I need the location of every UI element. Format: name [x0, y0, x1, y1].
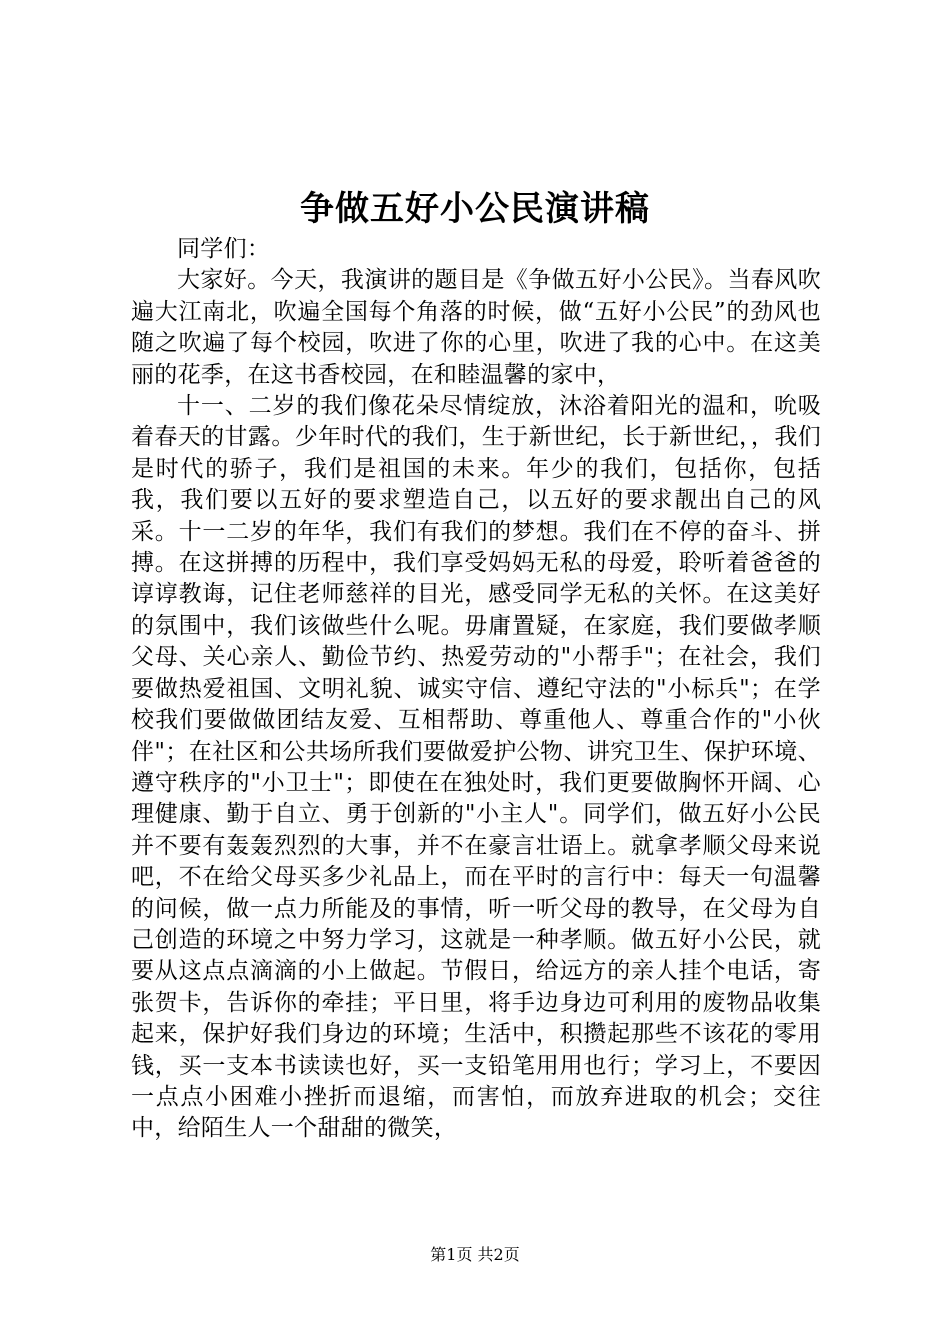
body-paragraph: 大家好。今天，我演讲的题目是《争做五好小公民》。当春风吹遍大江南北，吹遍全国每个角落的时候，做“五好小公民”的劲风也随之吹遍了每个校园，吹进了你的心里，吹进了我的心中。在这美丽的花季，在这书香校园，在和睦温馨的家中， [131, 267, 821, 388]
document-body [131, 234, 821, 1145]
salutation-paragraph: 同学们： [177, 236, 271, 262]
body-paragraph: 十一、二岁的我们像花朵尽情绽放，沐浴着阳光的温和，吮吸着春天的甘露。少年时代的我们，生于新世纪，长于新世纪，，我们是时代的骄子，我们是祖国的未来。年少的我们，包括你，包括我，我们要以五好的要求塑造自己，以五好的要求靓出自己的风采。十一二岁的年华，我们有我们的梦想。我们在不停的奋斗、拼搏。在这拼搏的历程中，我们享受妈妈无私的母爱，聆听着爸爸的谆谆教诲，记住老师慈祥的目光，感受同学无私的关怀。在这美好的氛围中，我们该做些什么呢。毋庸置疑，在家庭，我们要做孝顺父母、关心亲人、勤俭节约、热爱劳动的"小帮手"；在社会，我们要做热爱祖国、文明礼貌、诚实守信、遵纪守法的"小标兵"；在学校我们要做做团结友爱、互相帮助、尊重他人、尊重合作的"小伙伴"；在社区和公共场所我们要做爱护公物、讲究卫生、保护环境、遵守秩序的"小卫士"；即使在在独处时，我们更要做胸怀开阔、心理健康、勤于自立、勇于创新的"小主人"。同学们，做五好小公民并不要有轰轰烈烈的大事，并不在豪言壮语上。就拿孝顺父母来说吧，不在给父母买多少礼品上，而在平时的言行中：每天一句温馨的问候，做一点力所能及的事情，听一听父母的教导，在父母为自己创造的环境之中努力学习，这就是一种孝顺。做五好小公民，就要从这点点滴滴的小上做起。节假日，给远方的亲人挂个电话，寄张贺卡，告诉你的牵挂；平日里，将手边身边可利用的废物品收集起来，保护好我们身边的环境；生活中，积攒起那些不该花的零用钱，买一支本书读读也好，买一支铅笔用用也行；学习上，不要因一点点小困难小挫折而退缩，而害怕，而放弃进取的机会；交往中，给陌生人一个甜甜的微笑， [131, 393, 821, 1142]
page-footer: 第1页 共2页 [430, 1245, 520, 1264]
page-title: 争做五好小公民演讲稿 [300, 189, 650, 229]
